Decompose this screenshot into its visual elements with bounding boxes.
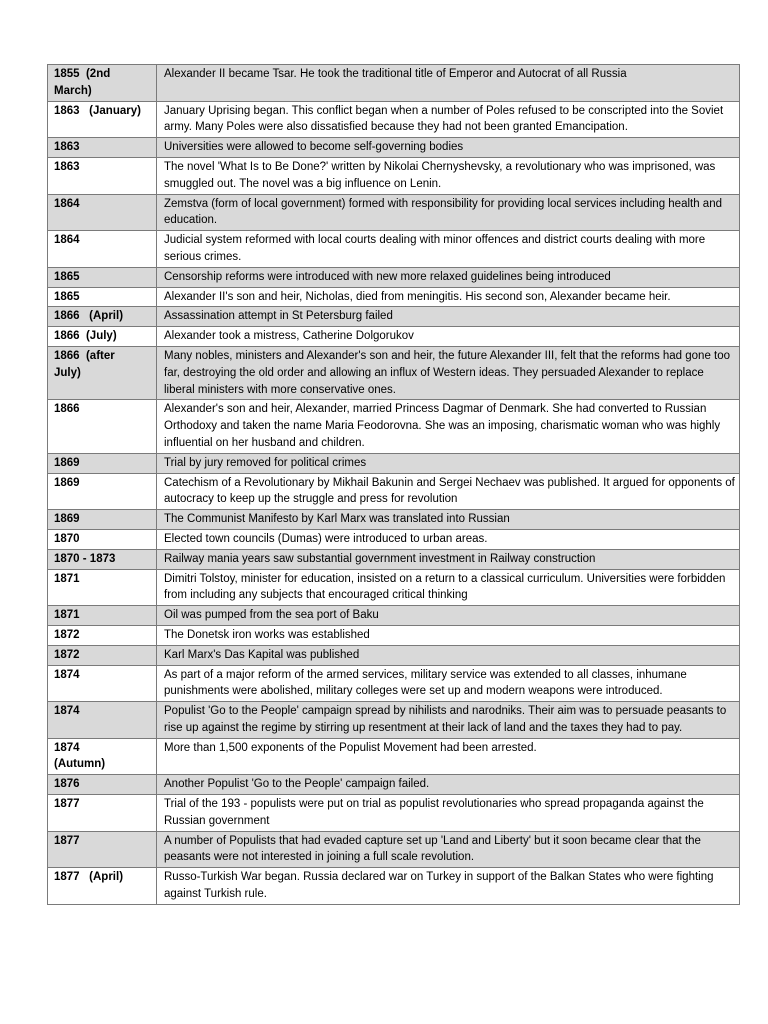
table-row (48, 453, 740, 473)
date-cell: 1872 (48, 625, 157, 645)
table-row (48, 473, 740, 510)
timeline-table (47, 64, 740, 905)
event-cell: Karl Marx's Das Kapital was published (157, 645, 740, 665)
event-cell: Railway mania years saw substantial government investment in Railway construction (157, 549, 740, 569)
event-cell: Alexander's son and heir, Alexander, married Princess Dagmar of Denmark. She had converted to Russian Orthodoxy and taken the name Maria Feodorovna. She was an imposing, charismatic woman who was highly influential on her husband and children. (157, 400, 740, 453)
table-row (48, 327, 740, 347)
date-cell: 1876 (48, 775, 157, 795)
table-row (48, 157, 740, 194)
event-cell: Judicial system reformed with local courts dealing with minor offences and district courts dealing with more serious crimes. (157, 231, 740, 268)
event-cell: Oil was pumped from the sea port of Baku (157, 606, 740, 626)
date-cell: 1866 (after July) (48, 346, 157, 399)
event-cell: Dimitri Tolstoy, minister for education, insisted on a return to a classical curriculum. Universities were forbidden from including any subjects that encouraged critical thinking (157, 569, 740, 606)
event-cell: Universities were allowed to become self-governing bodies (157, 138, 740, 158)
event-cell: The Donetsk iron works was established (157, 625, 740, 645)
date-cell: 1872 (48, 645, 157, 665)
table-row (48, 702, 740, 739)
event-cell: Catechism of a Revolutionary by Mikhail Bakunin and Sergei Nechaev was published. It argued for opponents of autocracy to keep up the struggle and press for revolution (157, 473, 740, 510)
event-cell: The novel 'What Is to Be Done?' written by Nikolai Chernyshevsky, a revolutionary who was imprisoned, was smuggled out. The novel was a big influence on Lenin. (157, 157, 740, 194)
date-cell: 1871 (48, 569, 157, 606)
date-cell: 1864 (48, 231, 157, 268)
event-cell: A number of Populists that had evaded capture set up 'Land and Liberty' but it soon became clear that the peasants were not interested in joining a full scale revolution. (157, 831, 740, 868)
date-cell: 1870 - 1873 (48, 549, 157, 569)
date-cell: 1869 (48, 453, 157, 473)
event-cell: More than 1,500 exponents of the Populist Movement had been arrested. (157, 738, 740, 775)
event-cell: Elected town councils (Dumas) were introduced to urban areas. (157, 529, 740, 549)
table-row (48, 665, 740, 702)
table-row (48, 346, 740, 399)
event-cell: Assassination attempt in St Petersburg failed (157, 307, 740, 327)
event-cell: Alexander II became Tsar. He took the traditional title of Emperor and Autocrat of all Russia (157, 65, 740, 102)
date-cell: 1866 (July) (48, 327, 157, 347)
table-row (48, 510, 740, 530)
table-row (48, 549, 740, 569)
date-cell: 1866 (48, 400, 157, 453)
date-cell: 1855 (2nd March) (48, 65, 157, 102)
date-cell: 1869 (48, 473, 157, 510)
table-row (48, 400, 740, 453)
date-cell: 1865 (48, 287, 157, 307)
event-cell: Another Populist 'Go to the People' campaign failed. (157, 775, 740, 795)
table-row (48, 101, 740, 138)
date-cell: 1870 (48, 529, 157, 549)
table-row (48, 868, 740, 905)
event-cell: Censorship reforms were introduced with new more relaxed guidelines being introduced (157, 267, 740, 287)
event-cell: January Uprising began. This conflict began when a number of Poles refused to be conscripted into the Soviet army. Many Poles were also dissatisfied because they had not been granted Emancipation. (157, 101, 740, 138)
event-cell: As part of a major reform of the armed services, military service was extended to all classes, inhumane punishments were abolished, military colleges were set up and modern weapons were introduced. (157, 665, 740, 702)
date-cell: 1874 (48, 702, 157, 739)
table-row (48, 569, 740, 606)
date-cell: 1863 (January) (48, 101, 157, 138)
table-row (48, 795, 740, 832)
event-cell: Alexander took a mistress, Catherine Dolgorukov (157, 327, 740, 347)
date-cell: 1863 (48, 157, 157, 194)
table-row (48, 65, 740, 102)
event-cell: Russo-Turkish War began. Russia declared war on Turkey in support of the Balkan States who were fighting against Turkish rule. (157, 868, 740, 905)
table-row (48, 529, 740, 549)
timeline-body (48, 65, 740, 905)
table-row (48, 831, 740, 868)
date-cell: 1866 (April) (48, 307, 157, 327)
table-row (48, 625, 740, 645)
date-cell: 1865 (48, 267, 157, 287)
event-cell: The Communist Manifesto by Karl Marx was translated into Russian (157, 510, 740, 530)
table-row (48, 194, 740, 231)
table-row (48, 287, 740, 307)
event-cell: Trial by jury removed for political crimes (157, 453, 740, 473)
event-cell: Trial of the 193 - populists were put on trial as populist revolutionaries who spread propaganda against the Russian government (157, 795, 740, 832)
date-cell: 1874 (Autumn) (48, 738, 157, 775)
date-cell: 1864 (48, 194, 157, 231)
table-row (48, 738, 740, 775)
event-cell: Zemstva (form of local government) formed with responsibility for providing local services including health and education. (157, 194, 740, 231)
date-cell: 1877 (April) (48, 868, 157, 905)
table-row (48, 645, 740, 665)
date-cell: 1874 (48, 665, 157, 702)
table-row (48, 775, 740, 795)
date-cell: 1871 (48, 606, 157, 626)
table-row (48, 267, 740, 287)
date-cell: 1877 (48, 795, 157, 832)
date-cell: 1863 (48, 138, 157, 158)
date-cell: 1869 (48, 510, 157, 530)
event-cell: Populist 'Go to the People' campaign spread by nihilists and narodniks. Their aim was to persuade peasants to rise up against the regime by stirring up resentment at their lack of land and the taxes they had to pay. (157, 702, 740, 739)
table-row (48, 231, 740, 268)
date-cell: 1877 (48, 831, 157, 868)
table-row (48, 307, 740, 327)
table-row (48, 606, 740, 626)
table-row (48, 138, 740, 158)
event-cell: Many nobles, ministers and Alexander's son and heir, the future Alexander III, felt that the reforms had gone too far, destroying the old order and allowing an influx of Western ideas. They persuaded Alexander to replace liberal ministers with more conservative ones. (157, 346, 740, 399)
event-cell: Alexander II's son and heir, Nicholas, died from meningitis. His second son, Alexander became heir. (157, 287, 740, 307)
